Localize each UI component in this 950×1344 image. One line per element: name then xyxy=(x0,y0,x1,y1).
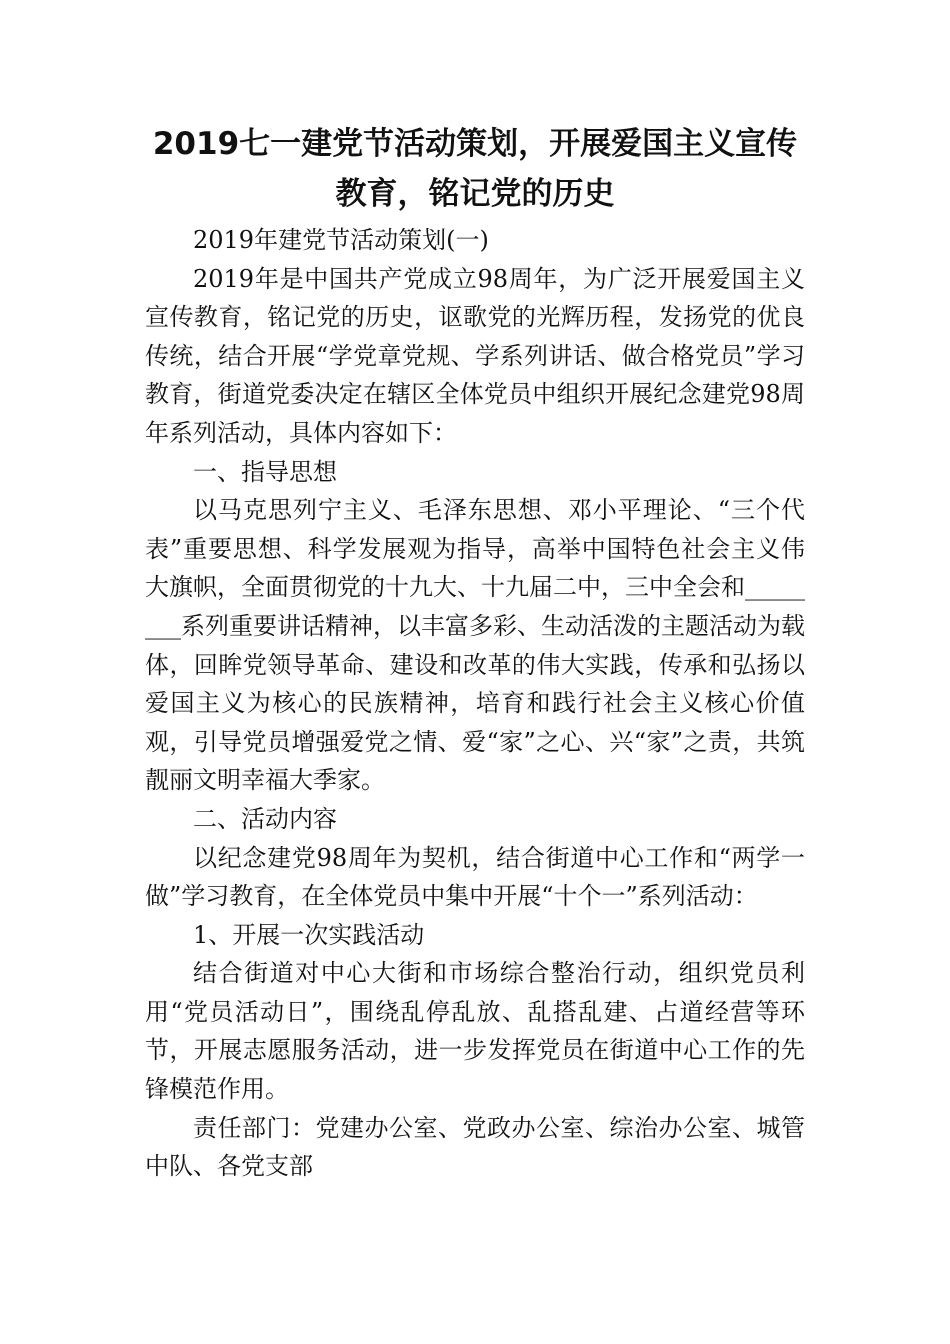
responsible-departments-paragraph: 责任部门：党建办公室、党政办公室、综治办公室、城管中队、各党支部 xyxy=(145,1113,805,1181)
document-body xyxy=(145,119,805,1186)
section-heading-activity-content: 二、活动内容 xyxy=(193,804,337,833)
section-heading-guiding-thought: 一、指导思想 xyxy=(193,457,337,486)
practice-activity-paragraph: 结合街道对中心大街和市场综合整治行动，组织党员利用“党员活动日”，围绕乱停乱放、乱搭乱建、占道经营等环节，开展志愿服务活动，进一步发挥党员在街道中心工作的先锋模范作用。 xyxy=(145,959,805,1104)
intro-paragraph: 2019年是中国共产党成立98周年，为广泛开展爱国主义宣传教育，铭记党的历史，讴歌党的光辉历程，发扬党的优良传统，结合开展“学党章党规、学系列讲话、做合格党员”学习教育，街道党委决定在辖区全体党员中组织开展纪念建党98周年系列活动，具体内容如下： xyxy=(145,264,805,447)
document-title: 2019七一建党节活动策划，开展爱国主义宣传教育，铭记党的历史 xyxy=(152,126,798,212)
subtitle-paragraph: 2019年建党节活动策划(一) xyxy=(193,226,489,254)
subsection-heading-practice-activity: 1、开展一次实践活动 xyxy=(193,920,425,949)
guiding-thought-paragraph: 以马克思列宁主义、毛泽东思想、邓小平理论、“三个代表”重要思想、科学发展观为指导，高举中国特色社会主义伟大旗帜，全面贯彻党的十九大、十九届二中，三中全会和________系列重要讲话精神，以丰富多彩、生动活泼的主题活动为载体，回眸党领导革命、建设和改革的伟大实践，传承和弘扬以爱国主义为核心的民族精神，培育和践行社会主义核心价值观，引导党员增强爱党之情、爱“家”之心、兴“家”之责，共筑靓丽文明幸福大季家。 xyxy=(145,496,805,795)
activity-content-paragraph: 以纪念建党98周年为契机，结合街道中心工作和“两学一做”学习教育，在全体党员中集中开展“十个一”系列活动： xyxy=(145,843,805,911)
